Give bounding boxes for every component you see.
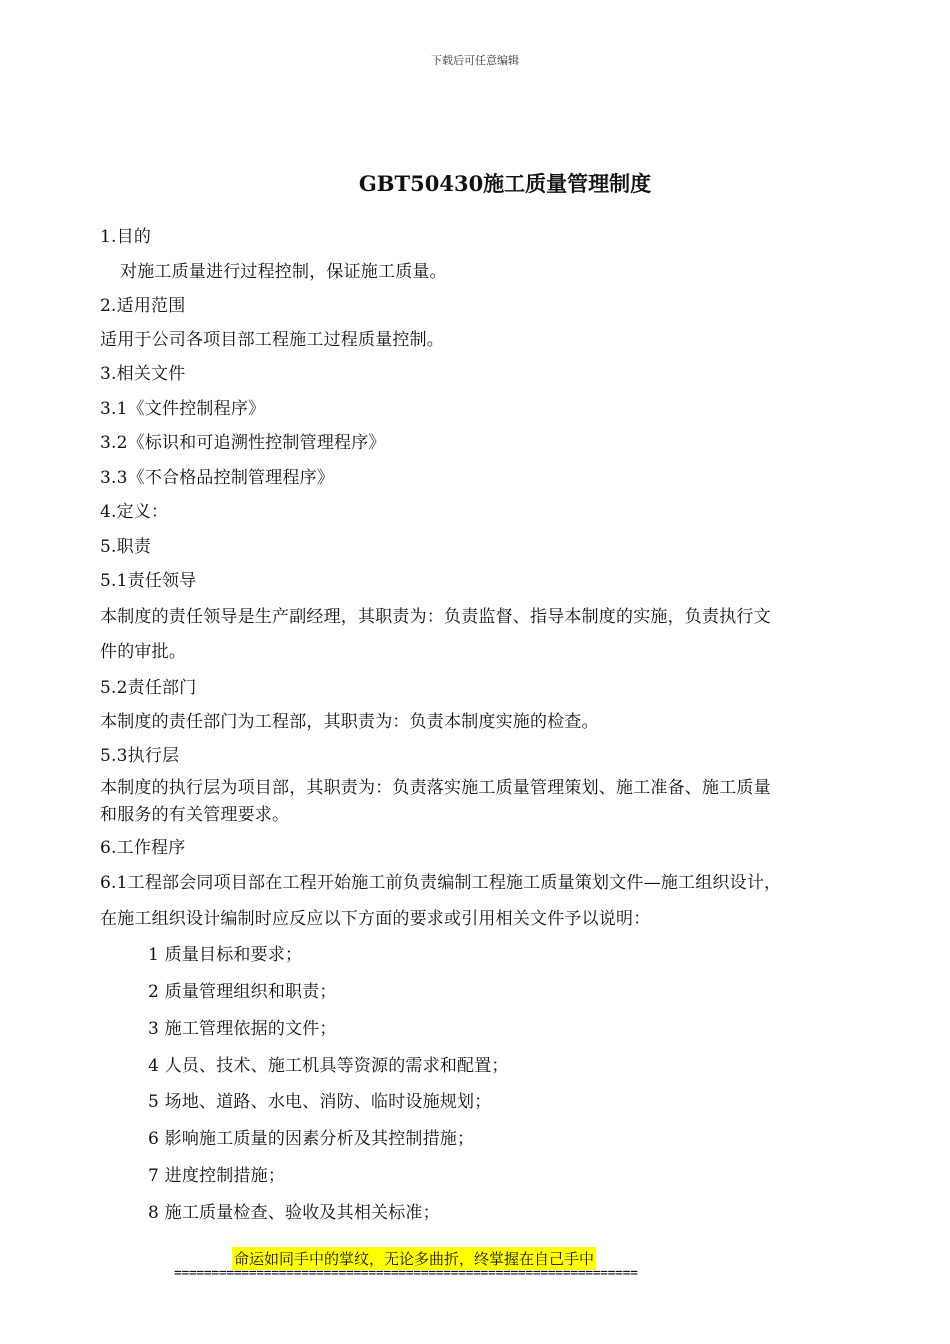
list-item: 3 施工管理依据的文件； bbox=[148, 1019, 337, 1039]
page-header: 下载后可任意编辑 bbox=[431, 54, 519, 67]
paragraph: 对施工质量进行过程控制，保证施工质量。 bbox=[120, 262, 447, 282]
list-item: 7 进度控制措施； bbox=[148, 1166, 286, 1186]
paragraph: 在施工组织设计编制时应反应以下方面的要求或引用相关文件予以说明： bbox=[100, 909, 651, 929]
paragraph: 本制度的责任领导是生产副经理，其职责为：负责监督、指导本制度的实施，负责执行文 bbox=[100, 607, 771, 627]
paragraph: 本制度的责任部门为工程部，其职责为：负责本制度实施的检查。 bbox=[100, 712, 599, 732]
list-item: 2 质量管理组织和职责； bbox=[148, 982, 337, 1002]
subsection-heading: 5.3执行层 bbox=[100, 746, 180, 766]
section-heading-procedure: 6.工作程序 bbox=[100, 838, 186, 858]
section-heading-scope: 2.适用范围 bbox=[100, 296, 186, 316]
subsection-heading: 5.1责任领导 bbox=[100, 571, 197, 591]
document-title: GBT50430施工质量管理制度 bbox=[358, 171, 652, 196]
list-item: 6 影响施工质量的因素分析及其控制措施； bbox=[148, 1129, 475, 1149]
list-item: 3.2《标识和可追溯性控制管理程序》 bbox=[100, 433, 386, 453]
list-item: 4 人员、技术、施工机具等资源的需求和配置； bbox=[148, 1056, 509, 1076]
subsection-heading: 5.2责任部门 bbox=[100, 678, 197, 698]
paragraph: 件的审批。 bbox=[100, 642, 186, 662]
section-heading-duties: 5.职责 bbox=[100, 537, 152, 557]
section-heading-related-docs: 3.相关文件 bbox=[100, 364, 186, 384]
list-item: 3.3《不合格品控制管理程序》 bbox=[100, 468, 335, 488]
paragraph: 本制度的执行层为项目部，其职责为：负责落实施工质量管理策划、施工准备、施工质量 bbox=[100, 778, 771, 798]
section-heading-purpose: 1.目的 bbox=[100, 227, 152, 247]
list-item: 3.1《文件控制程序》 bbox=[100, 399, 266, 419]
footer-motto: 命运如同手中的掌纹，无论多曲折，终掌握在自己手中 bbox=[232, 1247, 596, 1270]
list-item: 1 质量目标和要求； bbox=[148, 945, 303, 965]
section-heading-definition: 4.定义： bbox=[100, 502, 169, 522]
list-item: 8 施工质量检查、验收及其相关标准； bbox=[148, 1203, 440, 1223]
paragraph: 适用于公司各项目部工程施工过程质量控制。 bbox=[100, 330, 444, 350]
paragraph: 和服务的有关管理要求。 bbox=[100, 805, 290, 825]
list-item: 5 场地、道路、水电、消防、临时设施规划； bbox=[148, 1092, 492, 1112]
paragraph: 6.1工程部会同项目部在工程开始施工前负责编制工程施工质量策划文件—施工组织设计， bbox=[100, 873, 782, 893]
footer-divider: ============================================================== bbox=[174, 1266, 638, 1281]
